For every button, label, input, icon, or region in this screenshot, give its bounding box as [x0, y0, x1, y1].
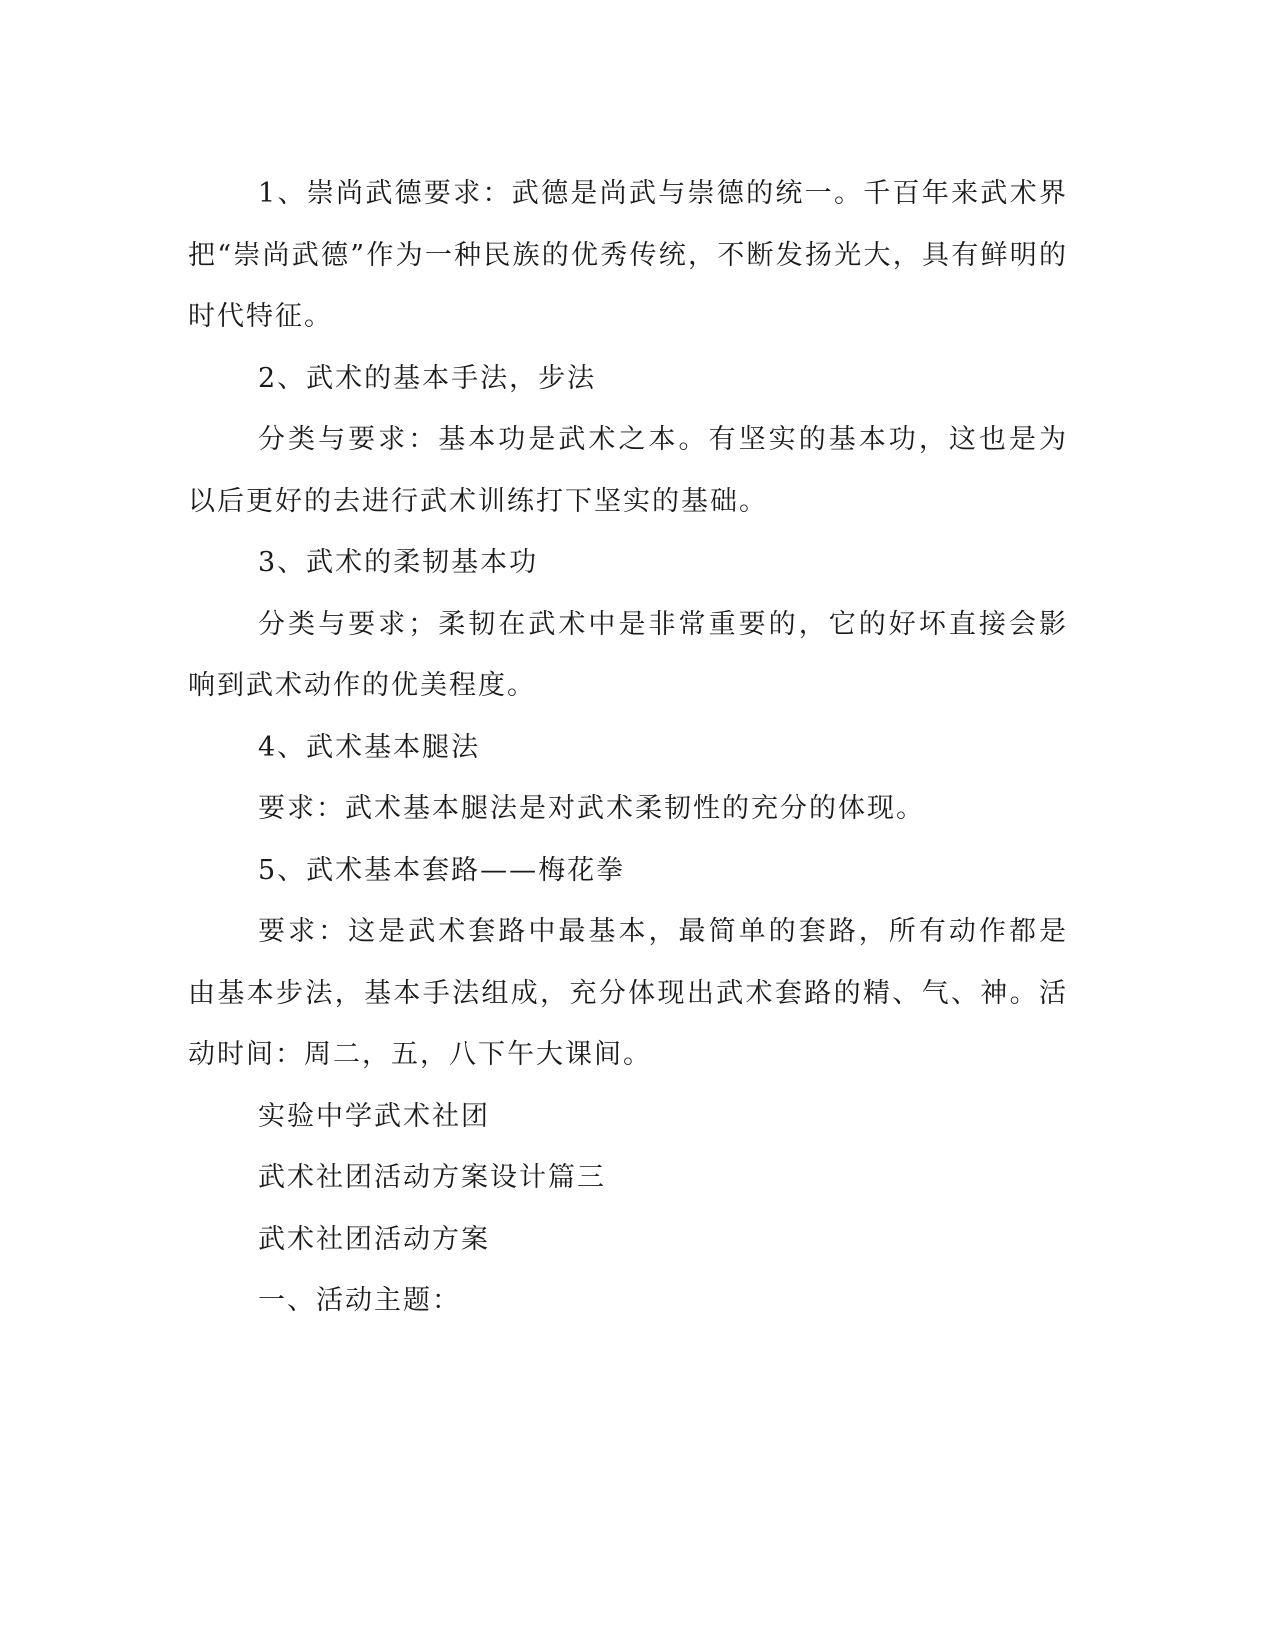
club-name: 实验中学武术社团 — [258, 1100, 490, 1132]
paragraph-routine-and-schedule: 要求：这是武术套路中最基本，最简单的套路，所有动作都是由基本步法，基本手法组成，充分体现出武术套路的精、气、神。活动时间：周二，五，八下午大课间。 — [188, 916, 1068, 1070]
document-body — [188, 163, 1068, 1332]
paragraph-flexibility: 分类与要求；柔韧在武术中是非常重要的，它的好坏直接会影响到武术动作的优美程度。 — [188, 608, 1068, 701]
heading-leg-techniques: 4、武术基本腿法 — [258, 731, 481, 763]
heading-plum-blossom-boxing: 5、武术基本套路——梅花拳 — [258, 854, 626, 886]
paragraph-leg-techniques: 要求：武术基本腿法是对武术柔韧性的充分的体现。 — [258, 793, 925, 824]
heading-flexibility: 3、武术的柔韧基本功 — [258, 547, 539, 578]
plan-title: 武术社团活动方案 — [258, 1223, 490, 1255]
paragraph-basic-skills: 分类与要求：基本功是武术之本。有坚实的基本功，这也是为以后更好的去进行武术训练打下坚实的基础。 — [188, 424, 1068, 517]
section-title: 武术社团活动方案设计篇三 — [258, 1162, 606, 1193]
paragraph-martial-ethics: 1、崇尚武德要求：武德是尚武与崇德的统一。千百年来武术界把“崇尚武德”作为一种民族的优秀传统，不断发扬光大，具有鲜明的时代特征。 — [188, 178, 1068, 332]
heading-hand-step-techniques: 2、武术的基本手法，步法 — [258, 362, 597, 394]
heading-activity-theme: 一、活动主题： — [258, 1285, 461, 1316]
